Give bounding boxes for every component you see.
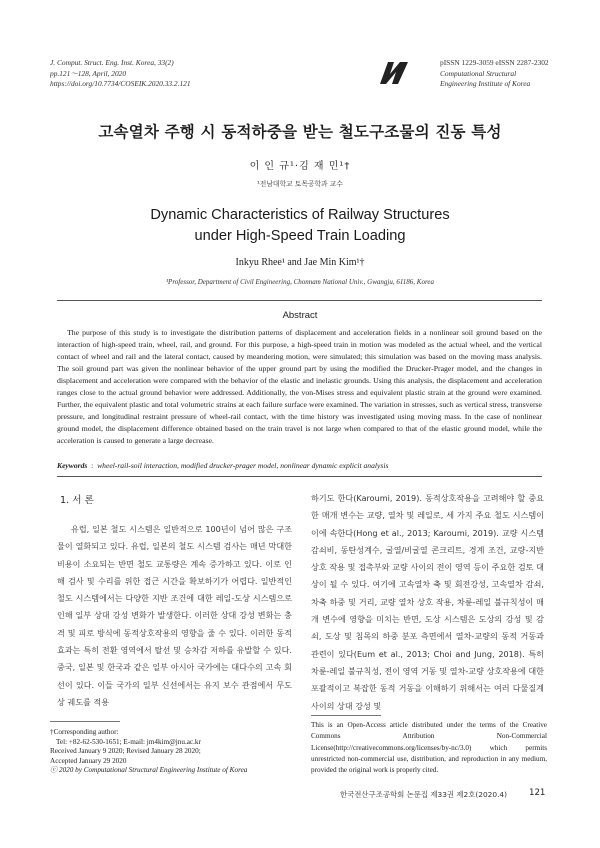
- copyright-line: ⓒ 2020 by Computational Structural Engineering Institute of Korea: [50, 766, 248, 775]
- issn-block: [440, 58, 549, 90]
- keywords: Keywords : wheel-rail-soil interaction, modified drucker-prager model, nonlinear dynamic explicit analysis: [57, 461, 389, 470]
- issn-line: pISSN 1229-3059 eISSN 2287-2302: [440, 58, 549, 67]
- journal-logo-icon: [378, 58, 412, 88]
- affiliation-english: ¹Professor, Department of Civil Engineering, Chonnam National Univ., Gwangju, 61186, Korea: [165, 278, 435, 286]
- abstract-top-rule: [57, 300, 542, 301]
- publisher-line-2: Engineering Institute of Korea: [440, 79, 531, 88]
- doi-link[interactable]: https://doi.org/10.7734/COSEIK.2020.33.2.121: [50, 79, 191, 88]
- title-english: [0, 205, 600, 247]
- intro-paragraph: 유럽, 일본 철도 시스템은 일반적으로 100년이 넘어 많은 구조물이 열화되고 있다. 유럽, 일본의 철도 시스템 검사는 매년 막대한 비용이 소요되는 반면 철도 교통량은 계속 증가하고 있다. 이로 인해 검사 및 수리를 위한 접근 시간을 확보하기가 어렵다. 일반적인 철도 시스템에서는 다양한 지반 조건에 대한 레일-도상 시스템으로 인해 일부 상대 강성 변화가 발생한다. 이러한 상대 강성 변화는 충격 및 피로 방식에 동적상호작용의 영향을 줄 수 있다. 이러한 동적 효과는 특히 전환 영역에서 탈선 및 승차감 저하를 유발할 수 있다. 중국, 일본 및 한국과 같은 일부 아시아 국가에는 대다수의 고속 회선이 있다. 이들 국가의 일부 신선에서는 유지 보수 관점에서 무도상 궤도를 적용: [57, 524, 292, 707]
- footnote-rule-left: [50, 721, 120, 722]
- contact-info: Tel: +82-62-530-1651; E-mail: jm4kim@jnu.ac.kr: [56, 737, 201, 746]
- affiliation-korean: ¹전남대학교 토목공학과 교수: [257, 180, 343, 188]
- open-access-notice: This is an Open-Access article distributed under the terms of the Creative Commons Attribution Non-Commercial License(http://creativecommons.org/licenses/by-nc/3.0) which permits unrestricted non-commercial use, distribution, and reproduction in any medium, provided the original work is properly cited.: [311, 721, 547, 775]
- keywords-label: Keywords: [57, 461, 88, 470]
- title-korean: 고속열차 주행 시 동적하중을 받는 철도구조물의 진동 특성: [98, 123, 502, 141]
- journal-citation: [50, 58, 191, 90]
- intro-left-column: [57, 521, 292, 711]
- keywords-text: wheel-rail-soil interaction, modified drucker-prager model, nonlinear dynamic explicit analysis: [97, 461, 389, 470]
- corresponding-footnote: [50, 728, 290, 776]
- corresponding-label: †Corresponding author:: [50, 728, 119, 736]
- page-number: 121: [529, 788, 546, 798]
- authors-english: Inkyu Rhee¹ and Jae Min Kim¹†: [235, 257, 365, 268]
- section-heading: 1. 서 론: [60, 495, 94, 506]
- citation-line: J. Comput. Struct. Eng. Inst. Korea, 33(2): [50, 58, 174, 67]
- abstract-text: The purpose of this study is to investigate the distribution patterns of displacement and acceleration fields in a nonlinear soil ground based on the interaction of high-speed train, wheel, rail, and ground. For this purpose, a high-speed train in motion was modeled as the actual wheel, and the vertical contact of wheel and rail and the lateral contact, caused by meandering motion, were simulated; this simulation was based on the moving mass analysis. The soil ground part was given the nonlinear behavior of the upper ground part by using the modified the Drucker-Prager model, and the changes in displacement and acceleration were compared with the behavior of the elastic and inelastic grounds. Using this analysis, the displacement and acceleration ranges close to the actual ground behavior were addressed. Additionally, the von-Mises stress and equivalent plastic strain at the ground were examined. Further, the equivalent plastic and total volumetric strains at each failure surface were examined. The variation in stresses, such as vertical stress, transverse pressure, and longitudinal restraint pressure of wheel-rail contact, with the time history was investigated using moving mass. In the case of nonlinear ground model, the displacement difference obtained based on the train travel is not large when compared to that of the elastic ground model, while the acceleration is caused to generate a large decrease.: [57, 328, 542, 446]
- citation-pages: pp.121～128, April, 2020: [50, 68, 127, 78]
- title-english-line2: under High-Speed Train Loading: [194, 228, 406, 244]
- received-date: Received January 9 2020; Revised January 28 2020;: [50, 747, 201, 756]
- authors-korean: 이 인 규¹·김 재 민¹†: [249, 161, 351, 172]
- intro-paragraph-continued: 하기도 한다(Karoumi, 2019). 동적상호작용을 고려해야 할 중요한 매개 변수는 교량, 열차 및 레일로, 세 가지 주요 철도 시스템이 이에 속한다(Hong et al., 2013; Karoumi, 2019). 교량 시스템 감쇠비, 동탄성계수, 굴열/비굴열 콘크리트, 경계 조건, 교량-지반 상호 작용 및 접촉부와 교량 사이의 전이 영역 등이 주요한 검토 대상이 될 수 있다. 여기에 고속열차 축 및 회전강성, 고속열차 감쇠, 차축 하중 및 거리, 교량 열차 상호 작용, 차륜-레일 불규칙성이 매개 변수에 영향을 미치는 반면, 도상 시스템은 도상의 강성 및 감쇠, 도상 및 침목의 하중 분포 측면에서 열차-교량의 동적 거동과 관련이 있다(Eum et al., 2013; Choi and Jung, 2018). 특히 차륜-레일 불규칙성, 전이 영역 거동 및 열차-교량 상호작용에 대한 포괄적이고 복잡한 동적 거동을 이해하기 위해서는 여러 다물질계 사이의 상대 강성 및: [311, 493, 544, 711]
- abstract-body: [57, 327, 542, 447]
- title-english-line1: Dynamic Characteristics of Railway Structures: [150, 207, 450, 223]
- intro-right-column: [311, 490, 544, 715]
- abstract-bottom-rule: [57, 476, 542, 477]
- journal-footer: 한국전산구조공학회 논문집 제33권 제2호(2020.4): [340, 790, 508, 799]
- publisher-line: Computational Structural: [440, 68, 517, 78]
- footnote-rule-right: [311, 715, 381, 716]
- abstract-heading: Abstract: [282, 310, 318, 321]
- accepted-date: Accepted January 29 2020: [50, 756, 127, 765]
